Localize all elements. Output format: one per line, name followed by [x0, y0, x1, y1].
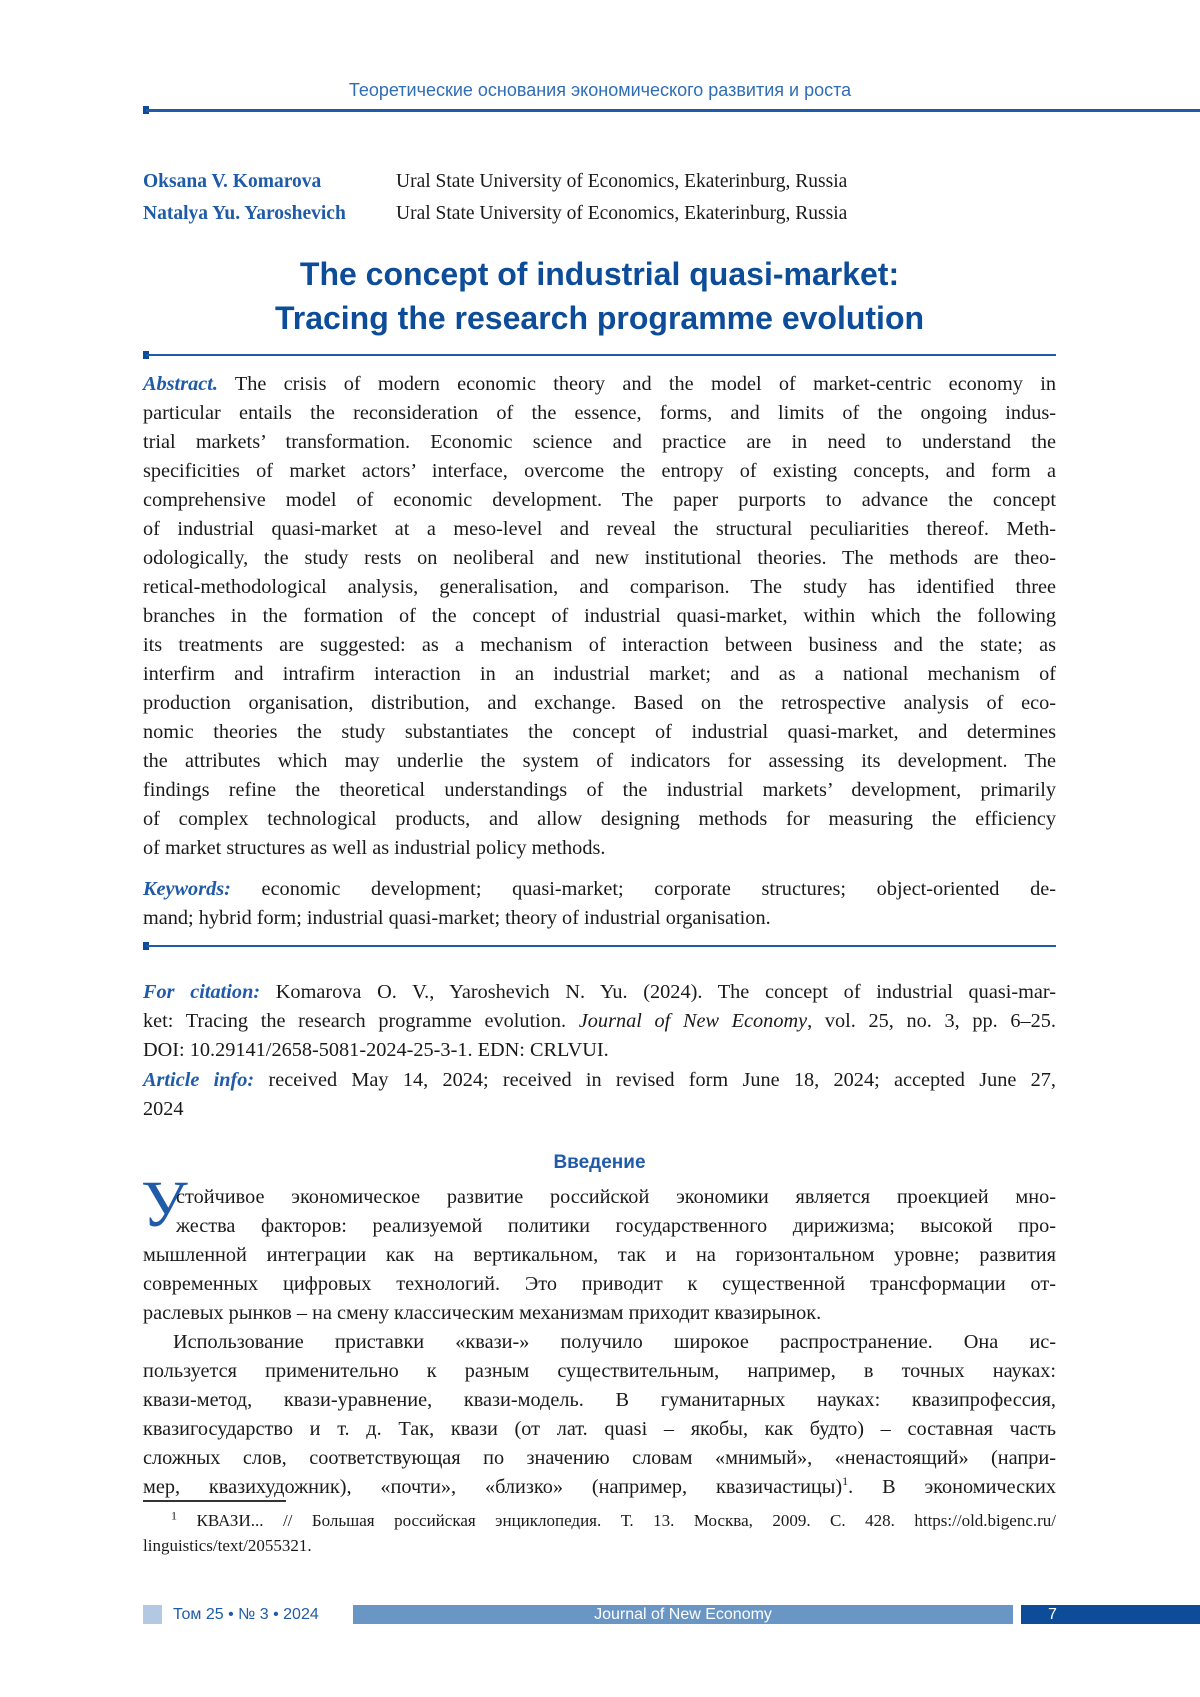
text-line	[143, 747, 1056, 776]
text-segment: сложных слов, соответствующая по значению словам «мнимый», «ненастоящий» (напри-	[143, 1447, 1056, 1469]
running-title: Теоретические основания экономического развития и роста	[348, 80, 852, 100]
footnote-ref: 1	[171, 1508, 177, 1523]
section-heading: Введение	[553, 1152, 646, 1173]
text-line	[143, 1270, 1056, 1299]
text-line	[143, 1444, 1056, 1473]
text-line	[143, 1386, 1056, 1415]
text-segment: пользуется применительно к разным существительным, например, в точных науках:	[143, 1360, 1056, 1382]
text-segment: DOI: 10.29141/2658-5081-2024-25-3-1. EDN: CRLVUI.	[143, 1039, 609, 1061]
field-label: Article info:	[143, 1069, 255, 1091]
text-segment: branches in the formation of the concept of industrial quasi-market, within which the following	[143, 605, 1056, 627]
text-line	[143, 1066, 1056, 1095]
text-segment: particular entails the reconsideration of the essence, forms, and limits of the ongoing indus-	[143, 402, 1056, 424]
text-segment: the attributes which may underlie the system of indicators for assessing its development. The	[143, 750, 1056, 772]
text-segment: КВАЗИ... // Большая российская энциклопедия. Т. 13. Москва, 2009. С. 428. https://old.bigenc.ru/	[177, 1511, 1056, 1530]
text-line	[143, 1328, 1056, 1357]
footnote-ref: 1	[842, 1474, 849, 1489]
page-number: 7	[1048, 1606, 1057, 1623]
field-label: Abstract.	[143, 373, 218, 395]
text-line	[143, 457, 1056, 486]
text-segment: trial markets’ transformation. Economic science and practice are in need to understand the	[143, 431, 1056, 453]
text-segment: production organisation, distribution, and exchange. Based on the retrospective analysis of eco-	[143, 692, 1056, 714]
article-info	[143, 1066, 1056, 1124]
article-title-line: Tracing the research programme evolution	[274, 300, 925, 336]
text-line	[143, 1473, 1056, 1502]
text-line	[143, 1183, 1056, 1212]
text-segment: nomic theories the study substantiates the concept of industrial quasi-market, and determines	[143, 721, 1056, 743]
text-segment: современных цифровых технологий. Это приводит к существенной трансформации от-	[143, 1273, 1056, 1295]
citation	[143, 978, 1056, 1065]
text-line	[143, 573, 1056, 602]
text-line	[143, 399, 1056, 428]
text-line	[143, 718, 1056, 747]
text-line	[143, 978, 1056, 1007]
footer-journal: Journal of New Economy	[353, 1605, 1013, 1624]
text-segment: its treatments are suggested: as a mechanism of interaction between business and the state; as	[143, 634, 1056, 656]
text-line	[143, 834, 1056, 863]
text-segment: Использование приставки «квази-» получило широкое распространение. Она ис-	[173, 1331, 1056, 1353]
text-line	[143, 689, 1056, 718]
text-line	[143, 1007, 1056, 1036]
text-line	[143, 1357, 1056, 1386]
text-segment: linguistics/text/2055321.	[143, 1536, 312, 1555]
text-segment: квази-метод, квази-уравнение, квази-модель. В гуманитарных науках: квазипрофессия,	[143, 1389, 1056, 1411]
text-line	[143, 544, 1056, 573]
text-segment: retical-methodological analysis, generalisation, and comparison. The study has identified three	[143, 576, 1056, 598]
title-rule	[146, 354, 1056, 356]
text-line	[143, 1241, 1056, 1270]
text-segment: Journal of New Economy	[578, 1010, 808, 1032]
text-segment: odologically, the study rests on neoliberal and new institutional theories. The methods are theo-	[143, 547, 1056, 569]
text-line	[143, 1533, 1056, 1558]
text-segment: economic development; quasi-market; corporate structures; object-oriented de-	[230, 878, 1056, 900]
text-segment: 2024	[143, 1098, 184, 1120]
text-line	[143, 1415, 1056, 1444]
text-segment: of market structures as well as industrial policy methods.	[143, 837, 606, 859]
author-affiliation: Ural State University of Economics, Ekaterinburg, Russia	[396, 171, 848, 192]
footer-square	[143, 1605, 162, 1624]
text-segment: findings refine the theoretical understandings of the industrial markets’ development, primarily	[143, 779, 1056, 801]
keywords	[143, 875, 1056, 933]
text-line	[143, 1095, 1056, 1124]
author-name: Natalya Yu. Yaroshevich	[143, 203, 346, 224]
author-name: Oksana V. Komarova	[143, 171, 322, 192]
footnote-separator	[143, 1500, 286, 1502]
text-line	[143, 1508, 1056, 1533]
text-segment: mand; hybrid form; industrial quasi-market; theory of industrial organisation.	[143, 907, 771, 929]
footer-page	[1021, 1605, 1200, 1624]
text-line	[143, 631, 1056, 660]
text-segment: , vol. 25, no. 3, pp. 6–25.	[807, 1010, 1056, 1032]
footnote	[143, 1508, 1056, 1558]
text-line	[143, 805, 1056, 834]
text-segment: мышленной интеграции как на вертикальном, так и на горизонтальном уровне; развития	[143, 1244, 1056, 1266]
text-segment: specificities of market actors’ interface, overcome the entropy of existing concepts, and form a	[143, 460, 1056, 482]
text-line	[143, 904, 1056, 933]
text-segment: interfirm and intrafirm interaction in an industrial market; and as a national mechanism of	[143, 663, 1056, 685]
text-segment: of industrial quasi-market at a meso-level and reveal the structural peculiarities thereof. Meth-	[143, 518, 1056, 540]
keywords-rule	[146, 945, 1056, 947]
text-segment: of complex technological products, and allow designing methods for measuring the efficiency	[143, 808, 1056, 830]
footer-issue: Том 25 • № 3 • 2024	[173, 1606, 319, 1623]
text-line	[143, 660, 1056, 689]
text-line	[143, 515, 1056, 544]
text-line	[143, 776, 1056, 805]
abstract	[143, 370, 1056, 863]
text-segment: The crisis of modern economic theory and the model of market-centric economy in	[217, 373, 1056, 395]
drop-cap: У	[141, 1168, 188, 1241]
text-segment: received May 14, 2024; received in revised form June 18, 2024; accepted June 27,	[254, 1069, 1056, 1091]
text-segment: ket: Tracing the research programme evolution.	[143, 1010, 579, 1032]
article-title-line: The concept of industrial quasi-market:	[299, 256, 900, 292]
text-line	[143, 602, 1056, 631]
text-segment: жества факторов: реализуемой политики государственного дирижизма; высокой про-	[176, 1215, 1056, 1237]
paragraph	[143, 1328, 1056, 1502]
field-label: For citation:	[143, 981, 261, 1003]
header-rule	[146, 109, 1200, 112]
text-segment: . В экономических	[848, 1476, 1056, 1498]
paragraph	[143, 1183, 1056, 1328]
author-affiliation: Ural State University of Economics, Ekaterinburg, Russia	[396, 203, 848, 224]
text-segment: раслевых рынков – на смену классическим механизмам приходит квазирынок.	[143, 1302, 822, 1324]
text-segment: мер, квазихудожник), «почти», «близко» (например, квазичастицы)	[143, 1476, 843, 1498]
text-line	[143, 486, 1056, 515]
text-segment: comprehensive model of economic development. The paper purports to advance the concept	[143, 489, 1056, 511]
text-line	[143, 875, 1056, 904]
text-line	[143, 1299, 1056, 1328]
text-line	[143, 428, 1056, 457]
text-segment: квазигосударство и т. д. Так, квази (от лат. quasi – якобы, как будто) – составная часть	[143, 1418, 1056, 1440]
article-title	[143, 252, 1056, 340]
field-label: Keywords:	[143, 878, 231, 900]
text-segment: стойчивое экономическое развитие российской экономики является проекцией мно-	[176, 1186, 1056, 1208]
text-line	[143, 1036, 1056, 1065]
text-segment: Komarova O. V., Yaroshevich N. Yu. (2024). The concept of industrial quasi-mar-	[260, 981, 1056, 1003]
text-line	[143, 1212, 1056, 1241]
text-line	[143, 370, 1056, 399]
